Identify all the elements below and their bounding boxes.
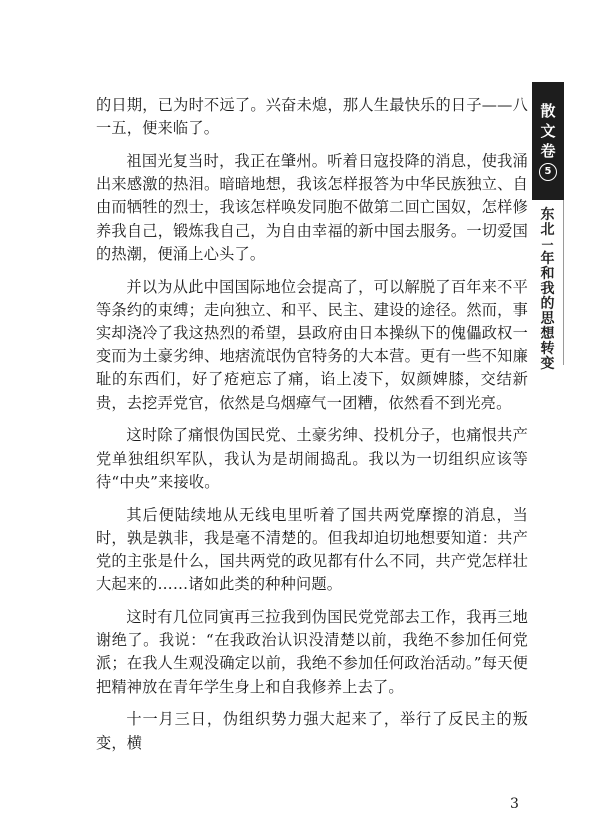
title-char: 的 — [540, 296, 555, 312]
title-char: 一 — [541, 238, 554, 252]
chapter-side-tab — [532, 82, 564, 372]
title-char: 思 — [540, 311, 555, 327]
title-char: 转 — [540, 341, 555, 357]
chapter-title-vertical — [532, 200, 564, 372]
title-char: 年 — [540, 251, 555, 267]
paragraph: 祖国光复当时，我正在肇州。听着日寇投降的消息，使我涌出来感激的热泪。暗暗地想，我该怎样报答为中华民族独立、自由而牺牲的烈士，我该怎样唤发同胞不做第二回亡国奴，怎样修养我自己，锻炼我自己，为自由幸福的新中国去服务。一切爱国的热潮，便涌上心头了。 — [96, 152, 528, 263]
title-char: 我 — [540, 281, 555, 297]
title-char: 北 — [540, 222, 555, 238]
paragraph: 其后便陆续地从无线电里听着了国共两党摩擦的消息，当时，孰是孰非，我是毫不清楚的。但我却迫切地想要知道：共产党的主张是什么，国共两党的政见都有什么不同，共产党怎样壮大起来的……诸如此类的种种问题。 — [96, 505, 528, 594]
paragraph: 的日期，已为时不远了。兴奋未熄，那人生最快乐的日子——八一五，便来临了。 — [96, 96, 528, 138]
body-text — [96, 94, 528, 764]
title-char: 变 — [540, 356, 555, 372]
volume-number-circled: 5 — [539, 163, 557, 181]
volume-label — [532, 82, 564, 200]
volume-char: 文 — [540, 122, 556, 140]
title-char: 东 — [540, 207, 555, 223]
paragraph: 十一月三日，伪组织势力强大起来了，举行了反民主的叛变，横 — [96, 710, 528, 752]
paragraph: 并以为从此中国国际地位会提高了，可以解脱了百年来不平等条约的束缚；走向独立、和平、民主、建设的途径。然而，事实却浇冷了我这热烈的希望，县政府由日本操纵下的傀儡政权一变而为土豪劣绅、地痞流氓伪官特务的大本营。更有一些不知廉耻的东西们，好了疮疤忘了痛，谄上凌下，奴颜婢膝，交结新贵，去挖弄党官，依然是乌烟瘴气一团糟，依然看不到光亮。 — [96, 277, 528, 412]
paragraph: 这时除了痛恨伪国民党、土豪劣绅、投机分子，也痛恨共产党单独组织军队，我认为是胡闹捣乱。我以为一切组织应该等待“中央”来接收。 — [96, 426, 528, 491]
volume-char: 散 — [540, 102, 556, 120]
title-char: 想 — [540, 326, 555, 342]
paragraph: 这时有几位同寅再三拉我到伪国民党党部去工作，我再三地谢绝了。我说：“在我政治认识没清楚以前，我绝不参加任何党派；在我人生观没确定以前，我绝不参加任何政治活动。”每天便把精神放在青年学生身上和自我修养上去了。 — [96, 608, 528, 696]
page-number: 3 — [510, 796, 519, 812]
volume-char: 卷 — [540, 142, 556, 160]
title-char: 和 — [540, 266, 555, 282]
